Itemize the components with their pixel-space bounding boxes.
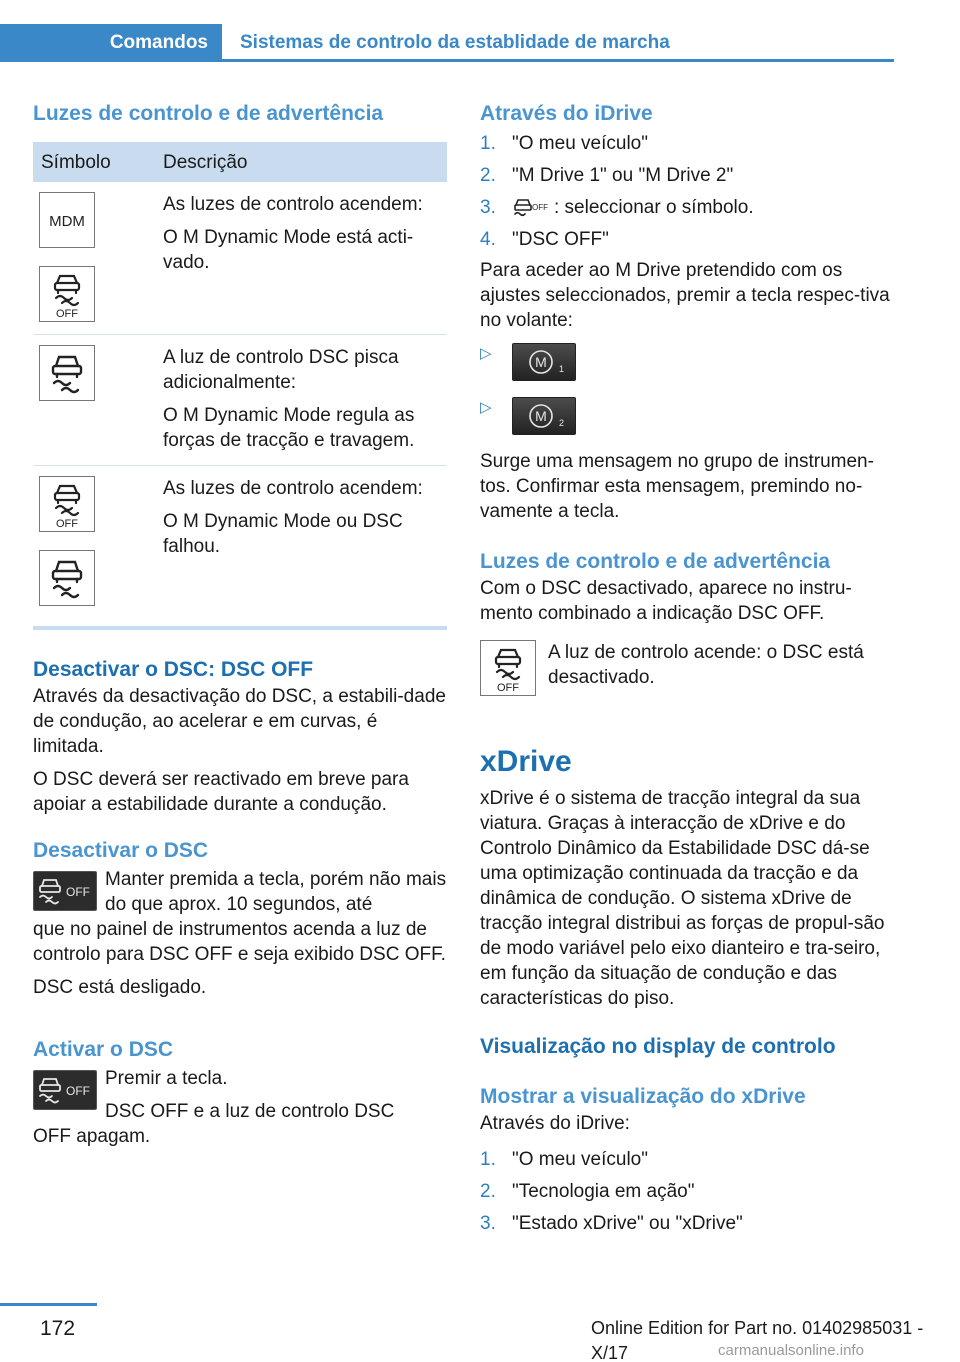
dsc-icon (39, 550, 95, 606)
xdrive-heading: xDrive (480, 745, 572, 778)
row3-text1: As luzes de controlo acendem: (163, 478, 423, 499)
button-off-label: OFF (66, 885, 90, 899)
row2-text1: A luz de controlo DSC pisca adicionalmente: (163, 347, 399, 393)
m2-bullet: ▷ M 2 (480, 397, 894, 435)
activate-heading: Activar o DSC (33, 1038, 174, 1061)
deactivate-para-rest: que no painel de instrumentos acenda a luz de controlo para DSC OFF e seja exibido DSC OFF. (33, 919, 446, 965)
section-title[interactable]: Sistemas de controlo da establidade de marcha (240, 32, 670, 53)
col-symbol-header: Símbolo (41, 151, 111, 173)
svg-text:1: 1 (559, 364, 565, 374)
lights-heading: Luzes de controlo e de advertência (480, 550, 831, 573)
row3-text2: O M Dynamic Mode ou DSC falhou. (163, 511, 403, 557)
row1-text2: O M Dynamic Mode está acti-vado. (163, 227, 414, 273)
footer-rule (0, 1303, 97, 1306)
table-row (33, 466, 447, 618)
dsc-off-icon (480, 640, 536, 696)
table-end-rule (33, 626, 447, 630)
table-row (33, 182, 447, 335)
edition-note: Online Edition for Part no. 01402985031 - X/17 (591, 1318, 924, 1362)
chapter-tab[interactable]: Comandos (0, 24, 222, 62)
idrive-steps (480, 128, 894, 256)
page-number: 172 (40, 1317, 76, 1340)
dsc-off-small-icon (512, 197, 548, 219)
deactivate-para2: DSC está desligado. (33, 977, 207, 998)
dsc-off-para1: Através da desactivação do DSC, a estabili-dade de condução, ao acelerar e em curvas, é limitada. (33, 686, 446, 757)
activate-para2-start: DSC OFF e a luz de controlo DSC (105, 1101, 395, 1122)
idrive-heading: Através do iDrive (480, 102, 653, 125)
activate-para2-rest: OFF apagam. (33, 1126, 151, 1147)
list-item: 1. "O meu veículo" (480, 133, 648, 154)
xdrive-para: xDrive é o sistema de tracção integral da sua viatura. Graças à interacção de xDrive e do Controlo Dinâmico da Estabilidade DSC dá-se uma optimização continuada da tracção e da dinâmica de condução. O sistema xDrive de tracção integral distribui as forças de propul-são de modo variável pelo eixo dianteiro e tra-seiro, em função da situação de condução e das características do piso. (480, 788, 885, 1009)
list-item: 1. "O meu veículo" (480, 1149, 648, 1170)
button-off-label: OFF (66, 1084, 90, 1098)
row1-text1: As luzes de controlo acendem: (163, 194, 423, 215)
table-header (33, 142, 447, 182)
show-steps (480, 1144, 894, 1240)
activate-para1: Premir a tecla. (105, 1068, 228, 1089)
dsc-off-para2: O DSC deverá ser reactivado em breve para apoiar a estabilidade durante a condução. (33, 769, 409, 815)
lights-para: Com o DSC desactivado, aparece no instru-mento combinado a indicação DSC OFF. (480, 578, 852, 624)
symbol-table (33, 142, 447, 630)
mdm-icon-label: MDM (49, 213, 85, 230)
svg-text:M: M (535, 408, 547, 424)
visualization-heading: Visualização no display de controlo (480, 1035, 836, 1058)
mdm-icon (39, 192, 95, 248)
show-xdrive-heading: Mostrar a visualização do xDrive (480, 1085, 806, 1108)
m2-button-icon (512, 397, 576, 435)
m1-bullet: ▷ M 1 (480, 343, 894, 381)
svg-text:OFF: OFF (532, 203, 548, 212)
m1-button-icon (512, 343, 576, 381)
off-label: OFF (56, 308, 78, 320)
svg-text:2: 2 (559, 418, 565, 428)
watermark: carmanualsonline.info (718, 1342, 864, 1359)
lights-icon-text: A luz de controlo acende: o DSC está desactivado. (548, 642, 864, 688)
dsc-off-heading: Desactivar o DSC: DSC OFF (33, 658, 314, 681)
list-item: 3. OFF : seleccionar o símbolo. (480, 197, 754, 218)
list-item: 3. "Estado xDrive" ou "xDrive" (480, 1213, 743, 1234)
svg-text:OFF: OFF (497, 682, 519, 694)
section1-heading: Luzes de controlo e de advertência (33, 102, 384, 125)
dsc-icon (39, 345, 95, 401)
dsc-off-button-icon (33, 1070, 97, 1110)
deactivate-para-start: Manter premida a tecla, porém não mais do que aprox. 10 segundos, até (105, 869, 447, 915)
message-para: Surge uma mensagem no grupo de instrumen-tos. Confirmar esta mensagem, premindo no-vamente a tecla. (480, 451, 874, 522)
table-row (33, 335, 447, 466)
deactivate-heading: Desactivar o DSC (33, 839, 209, 862)
page-header (0, 0, 960, 64)
list-item: 2. "M Drive 1" ou "M Drive 2" (480, 165, 734, 186)
access-para: Para aceder ao M Drive pretendido com os ajustes seleccionados, premir a tecla respec-tiva no volante: (480, 260, 890, 331)
svg-text:M: M (535, 354, 547, 370)
dsc-off-button-icon (33, 871, 97, 911)
list-item: 2. "Tecnologia em ação" (480, 1181, 695, 1202)
list-item: 4. "DSC OFF" (480, 229, 609, 250)
col-description-header: Descrição (163, 151, 248, 173)
dsc-off-icon (39, 266, 95, 322)
row2-text2: O M Dynamic Mode regula as forças de tracção e travagem. (163, 405, 415, 451)
dsc-off-icon (39, 476, 95, 532)
off-label: OFF (56, 518, 78, 530)
show-para: Através do iDrive: (480, 1113, 630, 1134)
right-column (480, 100, 894, 1240)
left-column (33, 100, 447, 1149)
header-rule (222, 59, 894, 62)
